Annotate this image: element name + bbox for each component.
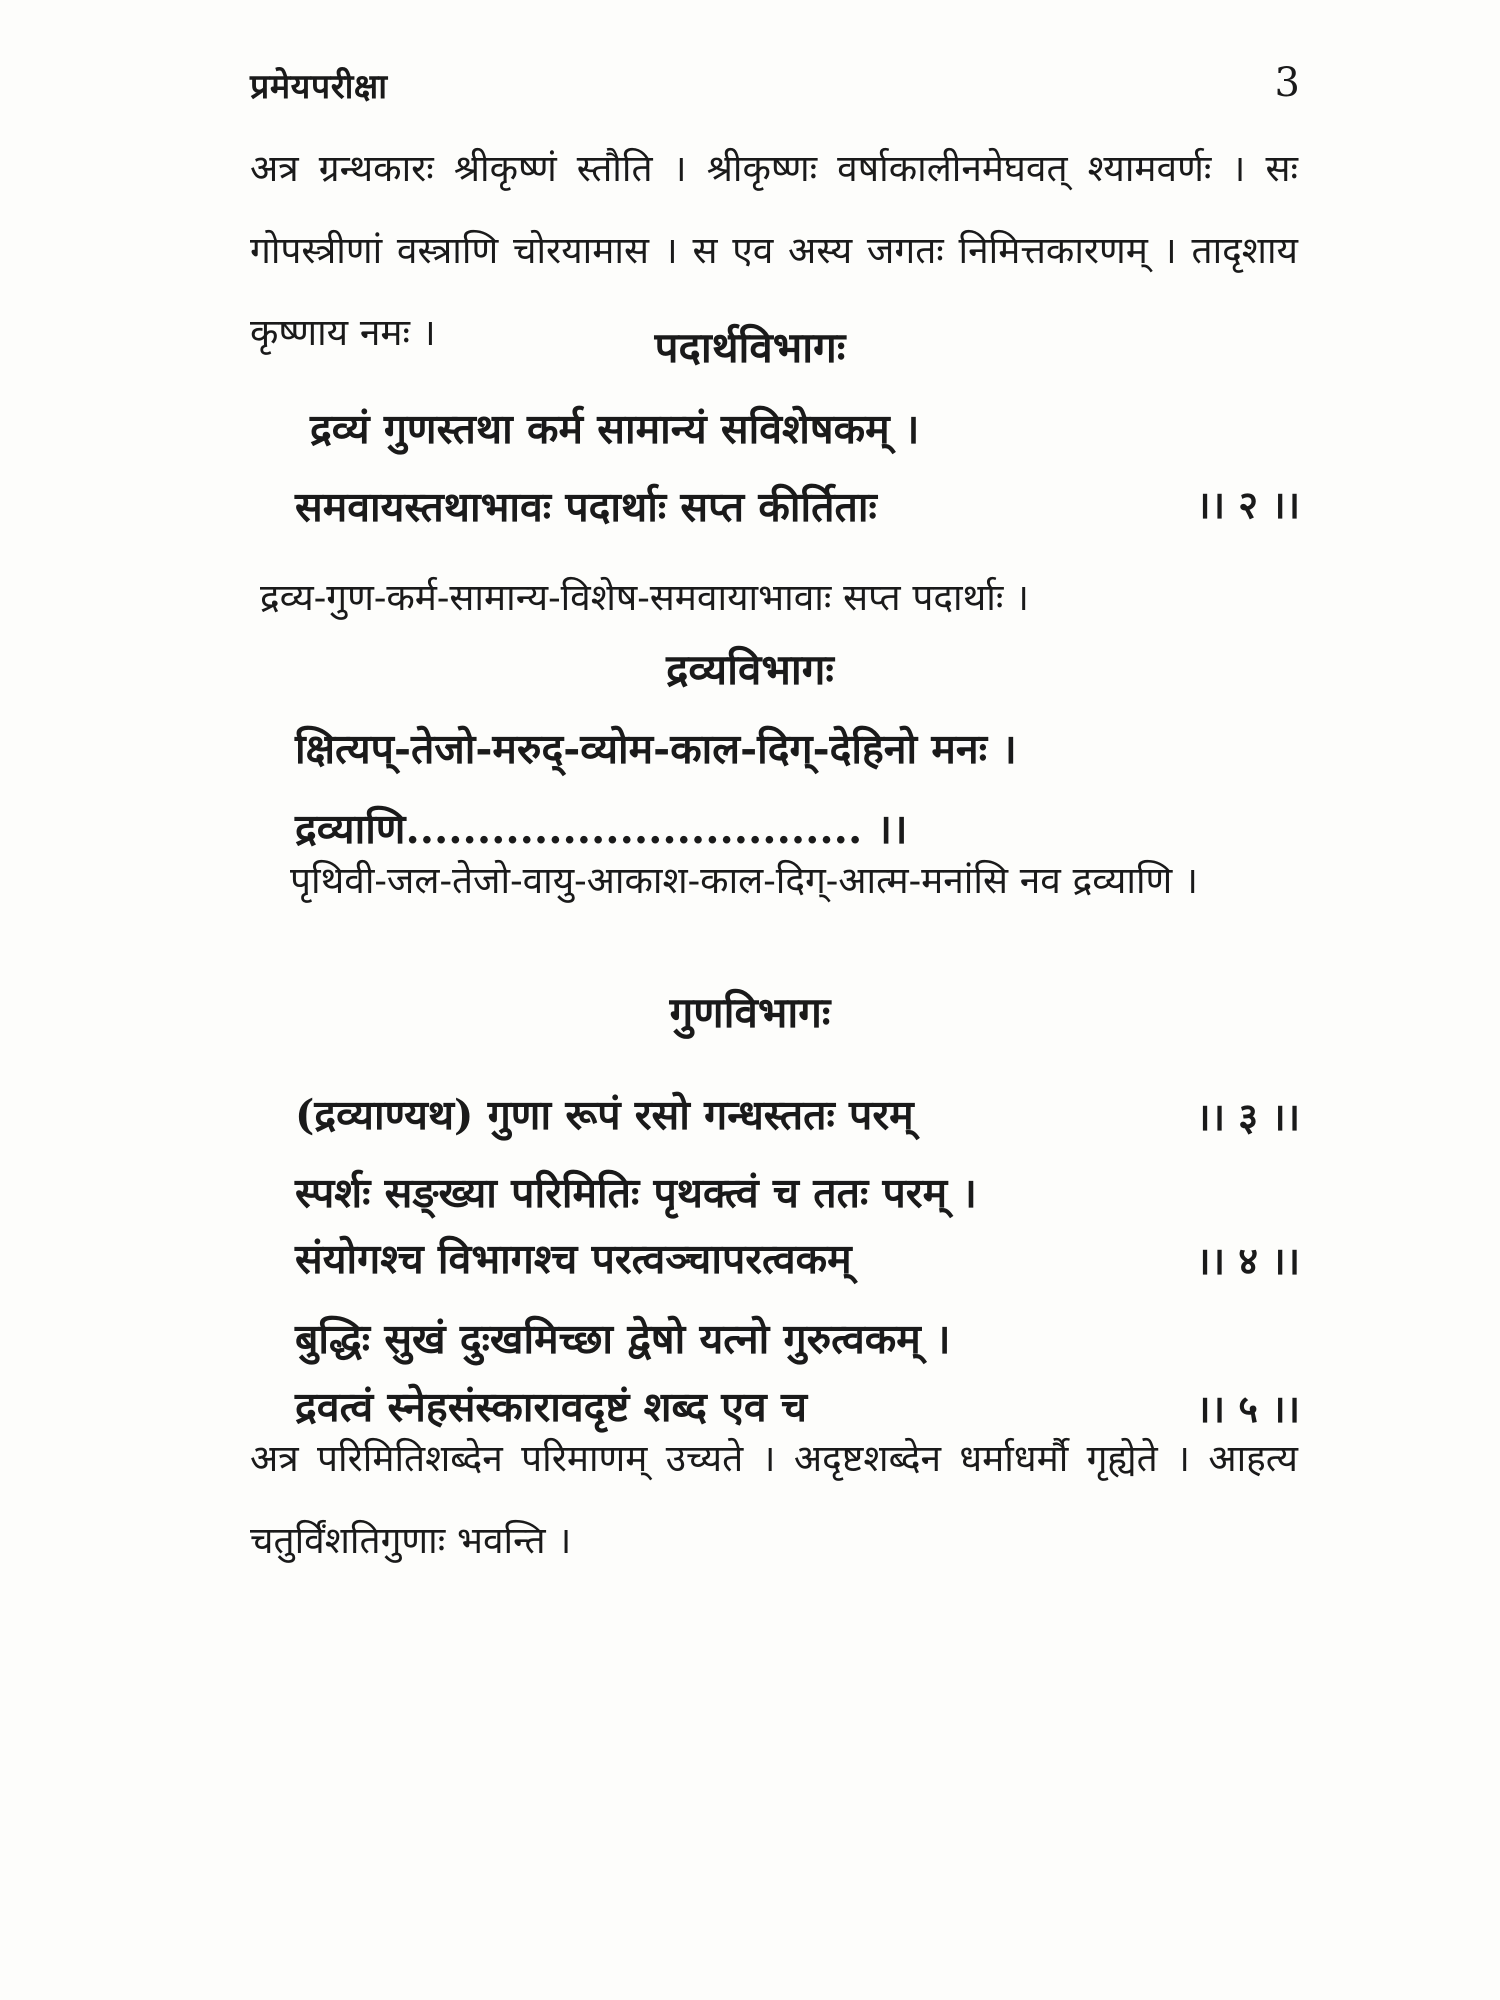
page-number: 3	[1274, 60, 1300, 106]
section-heading-guna: गुणविभागः	[669, 988, 831, 1037]
section-heading-dravya: द्रव्यविभागः	[666, 645, 834, 694]
verse-dravya-line-1: क्षित्यप्-तेजो-मरुद्-व्योम-काल-दिग्-देहिनो मनः ।	[295, 725, 1017, 773]
padartha-commentary: द्रव्य-गुण-कर्म-सामान्य-विशेष-समवायाभावाः सप्त पदार्थाः ।	[260, 576, 1030, 619]
verse-number-3: ।। ३ ।।	[1196, 1094, 1300, 1139]
verse-number-5: ।। ५ ।।	[1196, 1386, 1300, 1431]
guna-commentary: अत्र परिमितिशब्देन परिमाणम् उच्यते । अदृष्टशब्देन धर्माधर्मौ गृह्येते । आहत्य चतुर्विंशतिगुणाः भवन्ति ।	[250, 1437, 1298, 1562]
verse-2-line-1: द्रव्यं गुणस्तथा कर्म सामान्यं सविशेषकम् ।	[310, 405, 920, 453]
verse-4-line-2: संयोगश्च विभागश्च परत्वञ्चापरत्वकम्	[295, 1235, 852, 1283]
verse-number-4: ।। ४ ।।	[1196, 1238, 1300, 1283]
verse-5-line-2: द्रवत्वं स्नेहसंस्कारावदृष्टं शब्द एव च	[295, 1383, 807, 1431]
verse-4-line-1: स्पर्शः सङ्ख्या परिमितिः पृथक्त्वं च ततः परम् ।	[295, 1169, 977, 1217]
dravya-commentary: पृथिवी-जल-तेजो-वायु-आकाश-काल-दिग्-आत्म-मनांसि नव द्रव्याणि ।	[290, 859, 1199, 902]
verse-number-2: ।। २ ।।	[1196, 482, 1300, 527]
verse-2-line-2: समवायस्तथाभावः पदार्थाः सप्त कीर्तिताः	[295, 483, 877, 531]
section-heading-padartha: पदार्थविभागः	[654, 323, 846, 372]
intro-paragraph: अत्र ग्रन्थकारः श्रीकृष्णं स्तौति । श्रीकृष्णः वर्षाकालीनमेघवत् श्यामवर्णः । सः गोपस्त्रीणां वस्त्राणि चोरयामास । स एव अस्य जगतः निमित्तकारणम् । तादृशाय कृष्णाय नमः ।	[250, 147, 1298, 354]
verse-5-line-1: बुद्धिः सुखं दुःखमिच्छा द्वेषो यत्नो गुरुत्वकम् ।	[295, 1315, 951, 1363]
verse-3-line-1: (द्रव्याण्यथ) गुणा रूपं रसो गन्धस्ततः परम्	[295, 1091, 914, 1139]
running-header-title: प्रमेयपरीक्षा	[250, 67, 388, 107]
verse-dravya-line-2: द्रव्याणि................................ ।।	[295, 805, 908, 853]
